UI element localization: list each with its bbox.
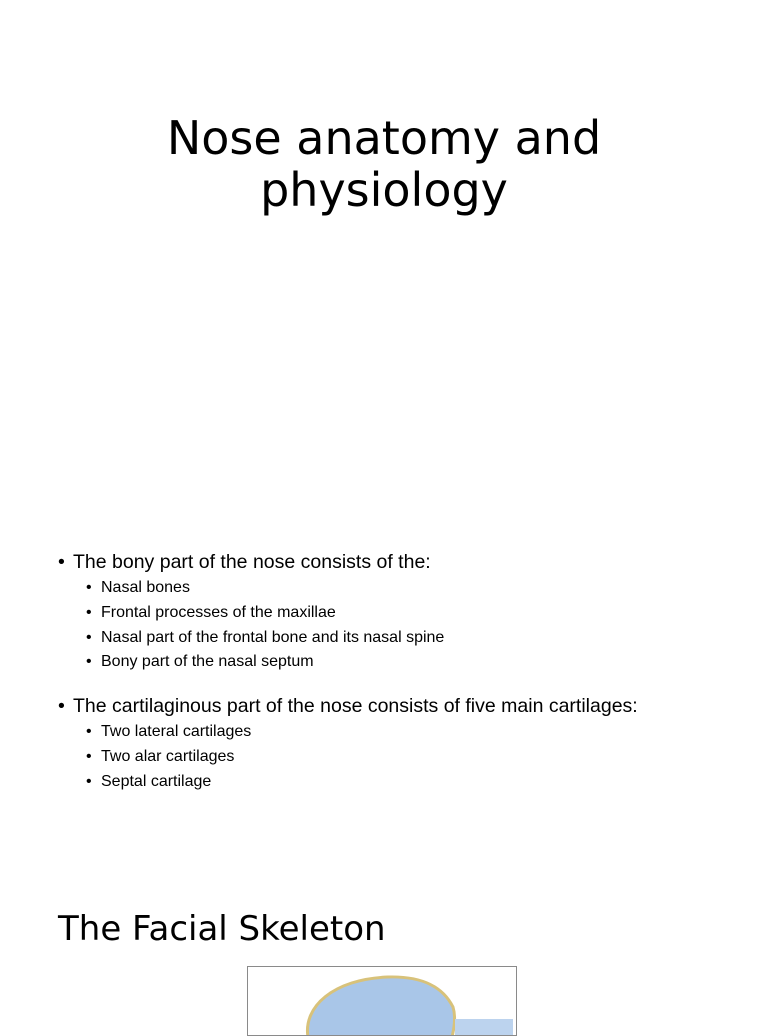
bullet-text: The bony part of the nose consists of the: <box>73 551 431 573</box>
bullet-icon: • <box>86 628 92 646</box>
sub-bullet-text: Septal cartilage <box>101 772 212 790</box>
bullet-icon: • <box>86 653 92 671</box>
bullet-icon: • <box>86 772 92 790</box>
bullet-icon: • <box>86 747 92 765</box>
section-title: The Facial Skeleton <box>58 909 386 949</box>
skull-shape <box>307 977 454 1036</box>
sub-bullet-item <box>58 576 738 601</box>
sub-bullet-text: Bony part of the nasal septum <box>101 653 314 671</box>
bullet-icon: • <box>58 695 65 718</box>
sub-bullet-item <box>58 601 738 626</box>
bullet-icon: • <box>86 723 92 741</box>
sub-bullet-item <box>58 745 738 770</box>
slide-title <box>0 112 768 216</box>
bullet-group-cartilaginous <box>58 692 738 794</box>
bullet-icon: • <box>58 551 65 573</box>
sub-bullet-item <box>58 720 738 745</box>
bullet-group-bony <box>58 548 738 675</box>
bullet-item <box>58 692 738 720</box>
figure-label-box <box>455 1019 513 1036</box>
sub-bullet-item <box>58 626 738 651</box>
sub-bullet-text: Nasal part of the frontal bone and its nasal spine <box>101 628 445 646</box>
sub-bullet-text: Frontal processes of the maxillae <box>101 603 336 621</box>
sub-bullet-text: Nasal bones <box>101 579 190 596</box>
slide-title-line-1: Nose anatomy and <box>166 111 602 165</box>
bullet-icon: • <box>86 579 92 596</box>
sub-bullet-item <box>58 650 738 675</box>
sub-bullet-text: Two alar cartilages <box>101 747 235 765</box>
sub-bullet-text: Two lateral cartilages <box>101 723 252 741</box>
facial-skeleton-figure <box>247 966 517 1036</box>
bullet-text: The cartilaginous part of the nose consists of five main cartilages: <box>73 695 638 718</box>
sub-bullet-list <box>58 720 738 794</box>
bullet-content <box>58 548 738 812</box>
sub-bullet-item <box>58 770 738 795</box>
slide-title-line-2: physiology <box>260 163 508 217</box>
bullet-item <box>58 548 738 576</box>
bullet-icon: • <box>86 603 92 621</box>
skull-illustration <box>248 967 517 1036</box>
sub-bullet-list <box>58 576 738 675</box>
